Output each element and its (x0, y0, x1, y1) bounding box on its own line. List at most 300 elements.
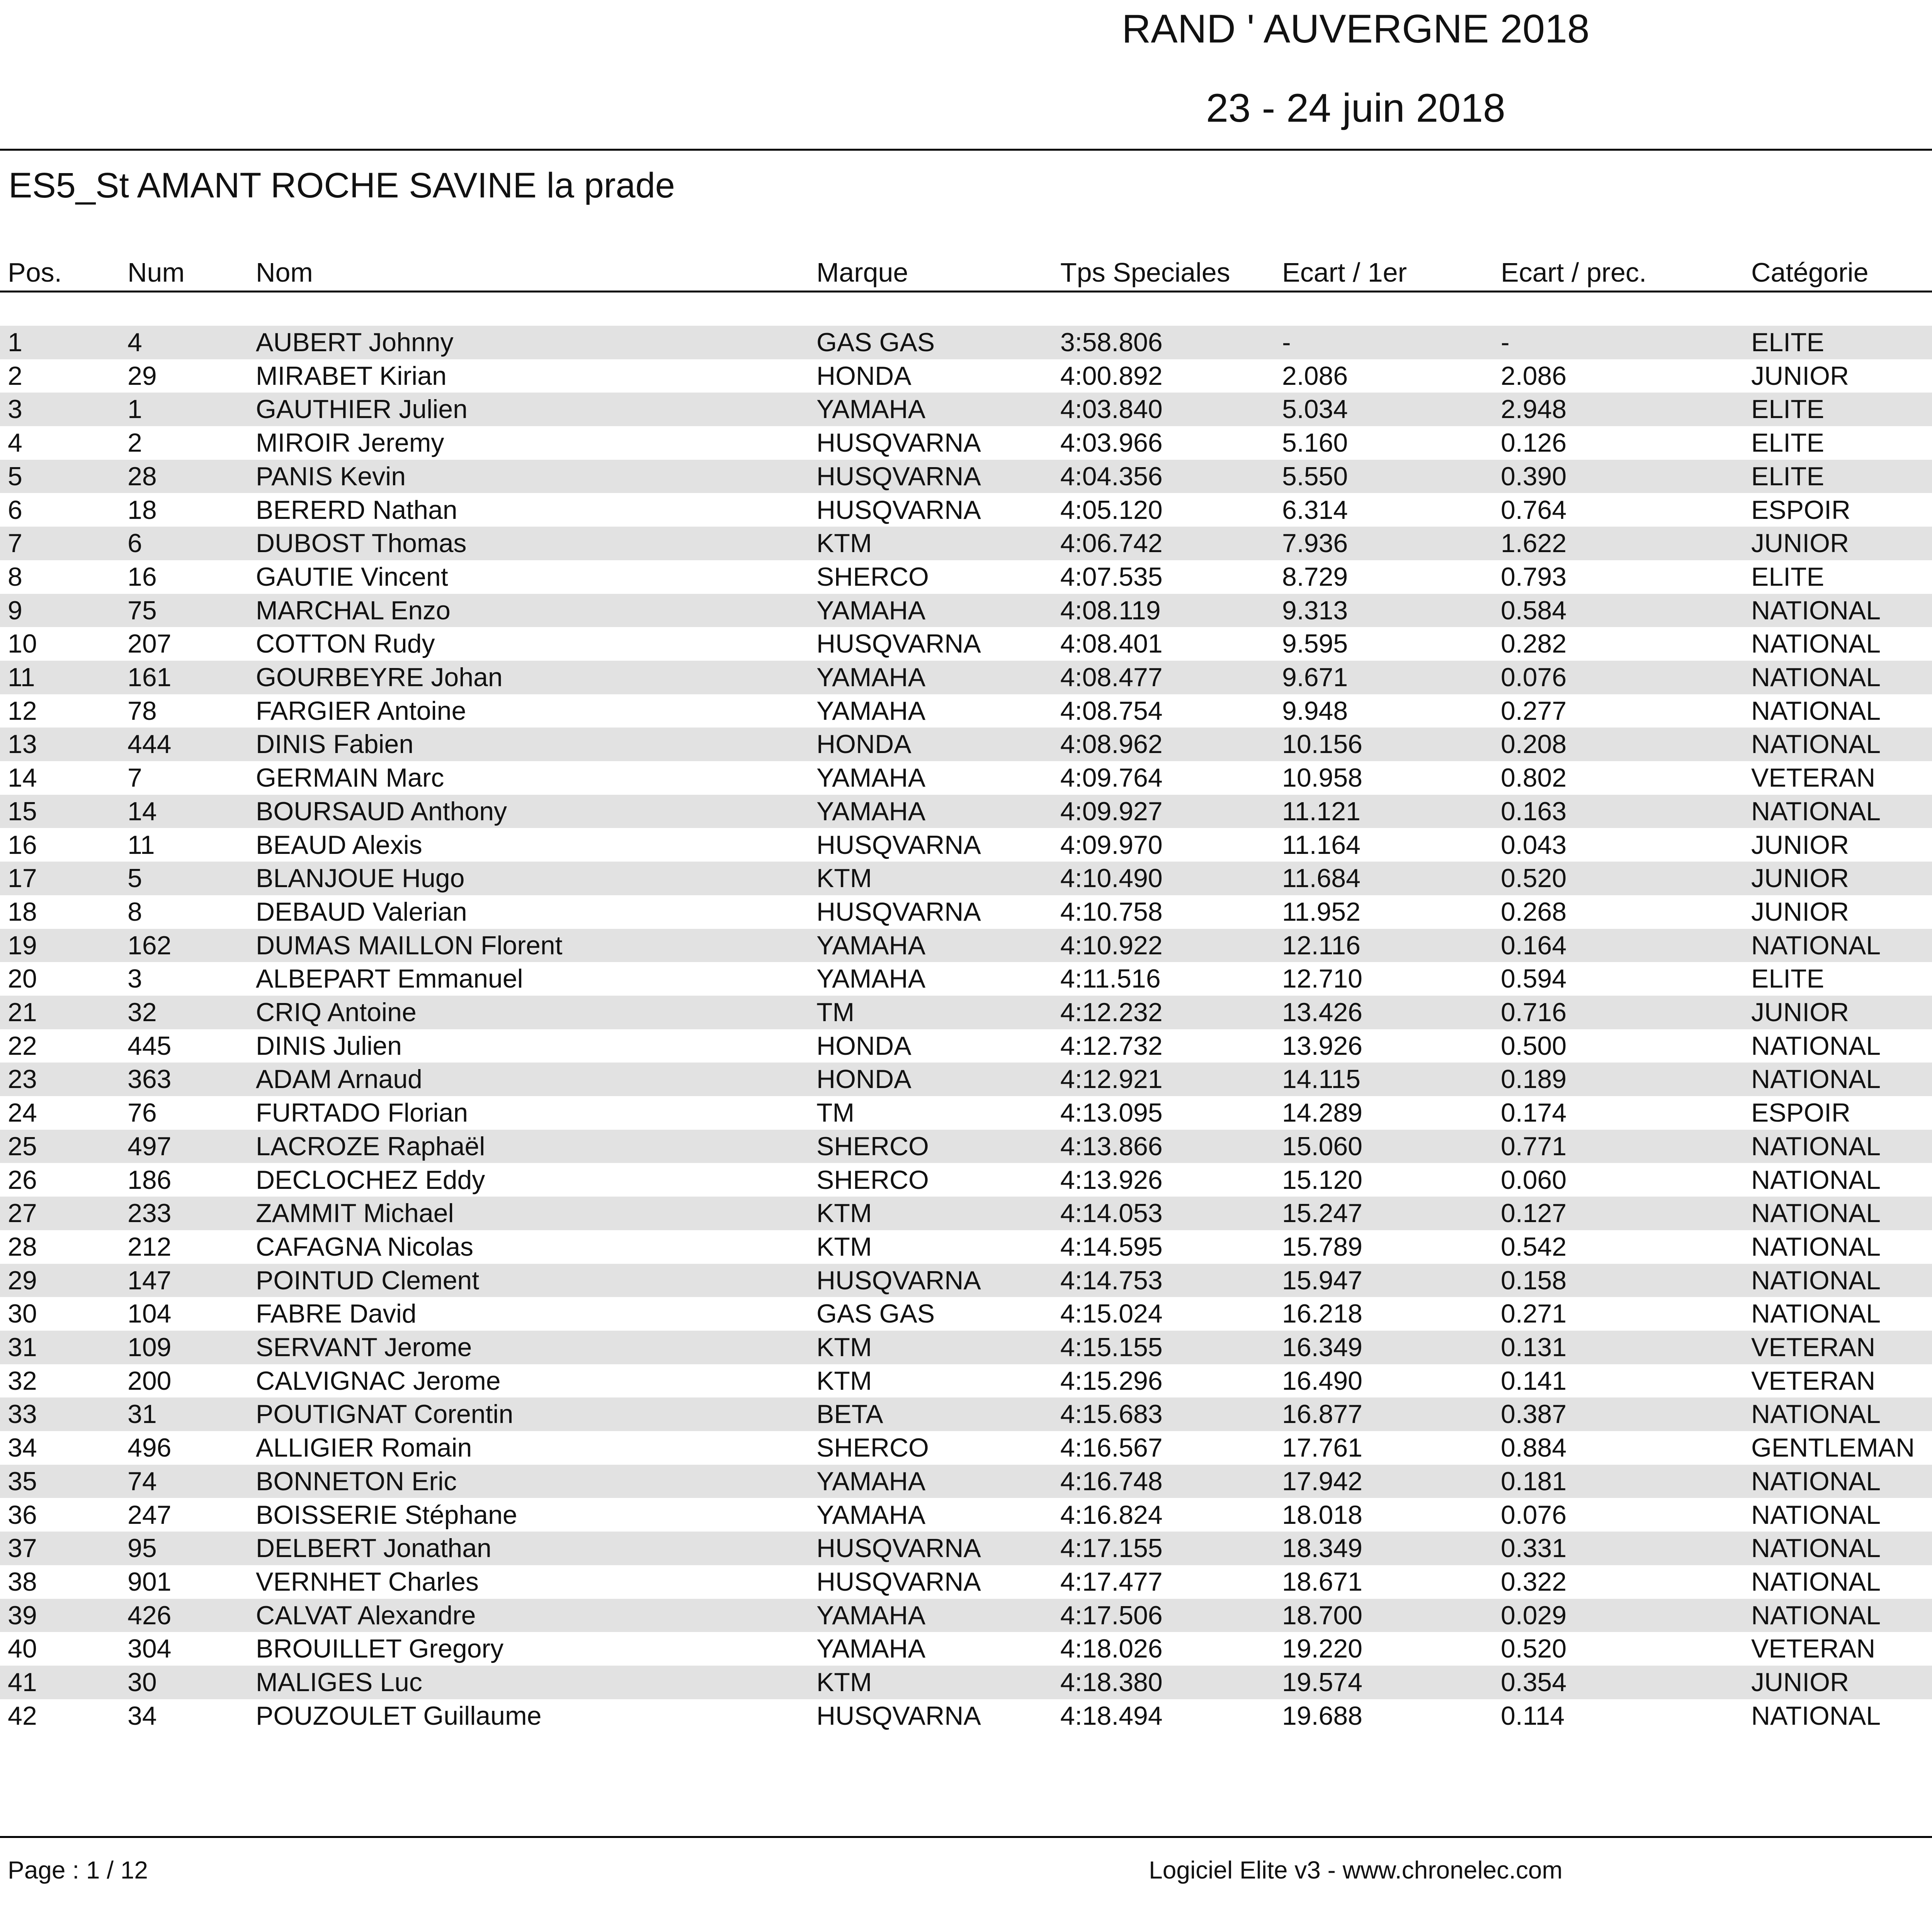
cell-num: 445 (128, 1031, 172, 1061)
col-header-num: Num (128, 257, 185, 287)
cell-name: DINIS Julien (256, 1031, 402, 1061)
cell-num: 104 (128, 1299, 172, 1329)
cell-num: 34 (128, 1701, 157, 1731)
cell-brand: HUSQVARNA (816, 1701, 981, 1731)
table-row (0, 728, 1932, 761)
cell-gap-prev: 1.622 (1501, 529, 1567, 558)
cell-pos: 27 (8, 1199, 37, 1228)
cell-gap-prev: 0.500 (1501, 1031, 1567, 1061)
cell-gap-first: 11.121 (1282, 796, 1361, 826)
table-row (0, 929, 1932, 962)
cell-name: DEBAUD Valerian (256, 897, 467, 927)
table-row (0, 1565, 1932, 1599)
col-header-category: Catégorie (1751, 257, 1869, 287)
table-row (0, 694, 1932, 728)
cell-brand: TM (816, 1098, 855, 1128)
cell-gap-prev: 0.520 (1501, 1634, 1567, 1664)
cell-category: NATIONAL (1751, 1031, 1881, 1061)
cell-gap-first: 5.550 (1282, 461, 1348, 491)
cell-gap-prev: 0.716 (1501, 998, 1567, 1027)
cell-gap-prev: 0.542 (1501, 1232, 1567, 1261)
cell-time: 4:12.732 (1060, 1031, 1163, 1061)
cell-num: 426 (128, 1600, 172, 1630)
cell-gap-first: 12.710 (1282, 964, 1362, 994)
cell-category: NATIONAL (1751, 1064, 1881, 1094)
cell-pos: 6 (8, 495, 22, 525)
cell-pos: 8 (8, 562, 22, 592)
cell-pos: 19 (8, 930, 37, 960)
cell-brand: YAMAHA (816, 1634, 926, 1664)
cell-pos: 13 (8, 729, 37, 759)
cell-num: 8 (128, 897, 142, 927)
table-row (0, 862, 1932, 895)
table-row (0, 1532, 1932, 1565)
cell-brand: SHERCO (816, 1131, 929, 1161)
cell-num: 5 (128, 864, 142, 893)
cell-pos: 11 (8, 663, 35, 692)
cell-name: PANIS Kevin (256, 461, 406, 491)
cell-name: BONNETON Eric (256, 1466, 457, 1496)
cell-gap-first: 15.247 (1282, 1199, 1362, 1228)
cell-time: 4:17.506 (1060, 1600, 1163, 1630)
table-row (0, 326, 1932, 359)
cell-gap-prev: 0.594 (1501, 964, 1567, 994)
cell-gap-prev: 0.793 (1501, 562, 1567, 592)
cell-brand: GAS GAS (816, 328, 935, 357)
cell-pos: 24 (8, 1098, 37, 1128)
cell-category: JUNIOR (1751, 529, 1849, 558)
cell-gap-prev: 0.268 (1501, 897, 1567, 927)
table-row (0, 1498, 1932, 1532)
cell-gap-prev: 0.520 (1501, 864, 1567, 893)
cell-gap-first: 15.947 (1282, 1265, 1362, 1295)
cell-num: 18 (128, 495, 157, 525)
cell-gap-prev: 0.043 (1501, 830, 1567, 860)
cell-gap-first: 14.289 (1282, 1098, 1362, 1128)
table-row (0, 1297, 1932, 1331)
cell-time: 4:04.356 (1060, 461, 1163, 491)
cell-gap-first: 19.688 (1282, 1701, 1362, 1731)
cell-pos: 14 (8, 763, 37, 793)
cell-time: 4:08.119 (1060, 595, 1161, 625)
cell-brand: TM (816, 998, 855, 1027)
cell-time: 4:18.026 (1060, 1634, 1163, 1664)
cell-category: NATIONAL (1751, 595, 1881, 625)
cell-category: NATIONAL (1751, 1299, 1881, 1329)
table-row (0, 493, 1932, 527)
cell-pos: 7 (8, 529, 22, 558)
cell-time: 4:03.966 (1060, 428, 1163, 458)
cell-name: MIRABET Kirian (256, 361, 447, 391)
cell-brand: HUSQVARNA (816, 1265, 981, 1295)
cell-gap-prev: 0.771 (1501, 1131, 1567, 1161)
table-row (0, 962, 1932, 996)
cell-category: JUNIOR (1751, 998, 1849, 1027)
cell-gap-prev: 0.163 (1501, 796, 1567, 826)
cell-gap-first: 11.952 (1282, 897, 1361, 927)
cell-time: 4:15.683 (1060, 1399, 1163, 1429)
cell-time: 4:15.155 (1060, 1333, 1163, 1362)
cell-gap-first: - (1282, 328, 1291, 357)
table-row (0, 460, 1932, 493)
cell-pos: 22 (8, 1031, 37, 1061)
cell-gap-prev: 0.060 (1501, 1165, 1567, 1195)
cell-gap-first: 10.958 (1282, 763, 1362, 793)
cell-time: 4:12.921 (1060, 1064, 1163, 1094)
cell-time: 4:13.926 (1060, 1165, 1163, 1195)
cell-time: 4:14.053 (1060, 1199, 1163, 1228)
cell-brand: HUSQVARNA (816, 897, 981, 927)
cell-gap-first: 6.314 (1282, 495, 1348, 525)
cell-gap-first: 16.349 (1282, 1333, 1362, 1362)
col-header-name: Nom (256, 257, 313, 287)
table-row (0, 828, 1932, 862)
table-row (0, 594, 1932, 627)
col-header-gap-first: Ecart / 1er (1282, 257, 1407, 287)
cell-category: ELITE (1751, 461, 1824, 491)
cell-pos: 31 (8, 1333, 37, 1362)
cell-num: 1 (128, 394, 142, 424)
cell-num: 212 (128, 1232, 172, 1261)
cell-gap-prev: 0.126 (1501, 428, 1567, 458)
cell-time: 3:58.806 (1060, 328, 1163, 357)
cell-gap-first: 16.490 (1282, 1366, 1362, 1396)
cell-category: ELITE (1751, 428, 1824, 458)
cell-pos: 41 (8, 1668, 37, 1697)
cell-category: ESPOIR (1751, 495, 1850, 525)
cell-name: DUMAS MAILLON Florent (256, 930, 563, 960)
cell-time: 4:17.155 (1060, 1533, 1163, 1563)
cell-brand: KTM (816, 1366, 872, 1396)
cell-gap-prev: 0.584 (1501, 595, 1567, 625)
cell-pos: 2 (8, 361, 22, 391)
cell-pos: 15 (8, 796, 37, 826)
cell-brand: SHERCO (816, 1433, 929, 1463)
cell-num: 28 (128, 461, 157, 491)
cell-name: FARGIER Antoine (256, 696, 466, 726)
cell-num: 32 (128, 998, 157, 1027)
cell-gap-prev: 0.076 (1501, 1500, 1567, 1530)
cell-brand: YAMAHA (816, 930, 926, 960)
cell-category: NATIONAL (1751, 696, 1881, 726)
cell-category: ELITE (1751, 394, 1824, 424)
cell-gap-prev: 0.127 (1501, 1199, 1567, 1228)
cell-category: ESPOIR (1751, 1098, 1850, 1128)
cell-brand: BETA (816, 1399, 883, 1429)
cell-category: NATIONAL (1751, 1533, 1881, 1563)
cell-category: ELITE (1751, 328, 1824, 357)
cell-time: 4:06.742 (1060, 529, 1163, 558)
cell-pos: 1 (8, 328, 22, 357)
cell-name: COTTON Rudy (256, 629, 435, 659)
cell-gap-prev: 0.277 (1501, 696, 1567, 726)
table-row (0, 1163, 1932, 1197)
cell-brand: HONDA (816, 1064, 912, 1094)
cell-num: 109 (128, 1333, 172, 1362)
cell-pos: 26 (8, 1165, 37, 1195)
cell-gap-first: 7.936 (1282, 529, 1348, 558)
cell-name: AUBERT Johnny (256, 328, 454, 357)
cell-category: VETERAN (1751, 1366, 1876, 1396)
cell-name: ADAM Arnaud (256, 1064, 422, 1094)
cell-num: 162 (128, 930, 172, 960)
cell-gap-first: 9.313 (1282, 595, 1348, 625)
cell-pos: 25 (8, 1131, 37, 1161)
cell-brand: GAS GAS (816, 1299, 935, 1329)
cell-pos: 5 (8, 461, 22, 491)
cell-num: 75 (128, 595, 157, 625)
cell-pos: 35 (8, 1466, 37, 1496)
cell-name: GOURBEYRE Johan (256, 663, 503, 692)
cell-time: 4:10.758 (1060, 897, 1163, 927)
cell-brand: KTM (816, 1199, 872, 1228)
cell-brand: SHERCO (816, 562, 929, 592)
cell-gap-prev: 0.181 (1501, 1466, 1567, 1496)
cell-gap-prev: 0.271 (1501, 1299, 1567, 1329)
cell-gap-first: 11.684 (1282, 864, 1361, 893)
cell-brand: HUSQVARNA (816, 461, 981, 491)
cell-name: MALIGES Luc (256, 1668, 422, 1697)
cell-gap-first: 16.218 (1282, 1299, 1362, 1329)
table-row (0, 527, 1932, 560)
cell-category: NATIONAL (1751, 1232, 1881, 1261)
col-header-gap-prev: Ecart / prec. (1501, 257, 1647, 287)
cell-category: NATIONAL (1751, 1567, 1881, 1596)
cell-category: NATIONAL (1751, 1199, 1881, 1228)
footer-rule (0, 1836, 1932, 1838)
cell-gap-prev: 0.141 (1501, 1366, 1567, 1396)
cell-pos: 37 (8, 1533, 37, 1563)
cell-brand: KTM (816, 1668, 872, 1697)
cell-gap-prev: 0.387 (1501, 1399, 1567, 1429)
cell-pos: 38 (8, 1567, 37, 1596)
cell-time: 4:08.477 (1060, 663, 1163, 692)
cell-pos: 12 (8, 696, 37, 726)
cell-brand: HONDA (816, 729, 912, 759)
cell-name: BROUILLET Gregory (256, 1634, 504, 1664)
cell-time: 4:13.095 (1060, 1098, 1163, 1128)
cell-num: 76 (128, 1098, 157, 1128)
header-rule (0, 149, 1932, 151)
cell-time: 4:07.535 (1060, 562, 1163, 592)
table-row (0, 996, 1932, 1029)
cell-gap-first: 9.671 (1282, 663, 1348, 692)
cell-category: JUNIOR (1751, 830, 1849, 860)
cell-gap-prev: 0.322 (1501, 1567, 1567, 1596)
cell-gap-prev: 0.114 (1501, 1701, 1565, 1731)
cell-name: CALVAT Alexandre (256, 1600, 476, 1630)
table-header (0, 253, 1932, 292)
cell-name: POUTIGNAT Corentin (256, 1399, 514, 1429)
table-row (0, 1230, 1932, 1264)
cell-time: 4:08.962 (1060, 729, 1163, 759)
table-row (0, 627, 1932, 661)
cell-num: 3 (128, 964, 142, 994)
col-header-brand: Marque (816, 257, 908, 287)
cell-name: BEAUD Alexis (256, 830, 422, 860)
cell-gap-prev: - (1501, 328, 1510, 357)
cell-pos: 29 (8, 1265, 37, 1295)
cell-gap-prev: 0.208 (1501, 729, 1567, 759)
table-row (0, 1397, 1932, 1431)
cell-num: 2 (128, 428, 142, 458)
table-row (0, 1096, 1932, 1130)
cell-name: DELBERT Jonathan (256, 1533, 492, 1563)
cell-gap-prev: 0.390 (1501, 461, 1567, 491)
cell-num: 147 (128, 1265, 172, 1295)
cell-name: DINIS Fabien (256, 729, 414, 759)
cell-num: 161 (128, 663, 172, 692)
cell-time: 4:18.494 (1060, 1701, 1163, 1731)
cell-time: 4:12.232 (1060, 998, 1163, 1027)
cell-category: NATIONAL (1751, 629, 1881, 659)
cell-num: 233 (128, 1199, 172, 1228)
cell-name: GERMAIN Marc (256, 763, 444, 793)
cell-gap-prev: 2.086 (1501, 361, 1567, 391)
cell-gap-prev: 0.158 (1501, 1265, 1567, 1295)
stage-name: ES5_St AMANT ROCHE SAVINE la prade (9, 166, 675, 205)
cell-num: 186 (128, 1165, 172, 1195)
cell-pos: 33 (8, 1399, 37, 1429)
cell-name: BOURSAUD Anthony (256, 796, 507, 826)
cell-category: GENTLEMAN (1751, 1433, 1915, 1463)
cell-brand: HUSQVARNA (816, 1533, 981, 1563)
cell-brand: YAMAHA (816, 1600, 926, 1630)
cell-brand: YAMAHA (816, 763, 926, 793)
cell-num: 444 (128, 729, 172, 759)
cell-name: GAUTIE Vincent (256, 562, 448, 592)
cell-time: 4:14.595 (1060, 1232, 1163, 1261)
cell-category: NATIONAL (1751, 1500, 1881, 1530)
cell-time: 4:09.970 (1060, 830, 1163, 860)
cell-pos: 9 (8, 595, 22, 625)
cell-brand: HUSQVARNA (816, 428, 981, 458)
table-row (0, 1364, 1932, 1398)
cell-category: VETERAN (1751, 763, 1876, 793)
cell-pos: 34 (8, 1433, 37, 1463)
cell-gap-first: 18.018 (1282, 1500, 1362, 1530)
cell-gap-prev: 0.802 (1501, 763, 1567, 793)
cell-gap-prev: 0.354 (1501, 1668, 1567, 1697)
table-row (0, 1599, 1932, 1632)
cell-pos: 39 (8, 1600, 37, 1630)
cell-pos: 40 (8, 1634, 37, 1664)
cell-num: 95 (128, 1533, 157, 1563)
table-row (0, 1465, 1932, 1498)
cell-pos: 32 (8, 1366, 37, 1396)
cell-name: POUZOULET Guillaume (256, 1701, 542, 1731)
cell-gap-first: 9.595 (1282, 629, 1348, 659)
cell-gap-first: 13.926 (1282, 1031, 1362, 1061)
cell-num: 6 (128, 529, 142, 558)
cell-gap-prev: 2.948 (1501, 394, 1567, 424)
event-dates: 23 - 24 juin 2018 (1206, 86, 1505, 131)
cell-name: FURTADO Florian (256, 1098, 468, 1128)
cell-time: 4:03.840 (1060, 394, 1163, 424)
cell-time: 4:18.380 (1060, 1668, 1163, 1697)
cell-gap-first: 11.164 (1282, 830, 1361, 860)
cell-num: 31 (128, 1399, 157, 1429)
cell-name: CRIQ Antoine (256, 998, 417, 1027)
cell-name: BLANJOUE Hugo (256, 864, 465, 893)
cell-gap-first: 17.761 (1282, 1433, 1362, 1463)
cell-name: CAFAGNA Nicolas (256, 1232, 474, 1261)
cell-num: 74 (128, 1466, 157, 1496)
cell-name: GAUTHIER Julien (256, 394, 468, 424)
table-row (0, 1197, 1932, 1230)
cell-gap-prev: 0.076 (1501, 663, 1567, 692)
table-row (0, 359, 1932, 393)
table-row (0, 1431, 1932, 1465)
cell-brand: KTM (816, 529, 872, 558)
cell-gap-prev: 0.029 (1501, 1600, 1567, 1630)
cell-time: 4:15.296 (1060, 1366, 1163, 1396)
cell-category: NATIONAL (1751, 1701, 1881, 1731)
table-row (0, 1699, 1932, 1733)
cell-time: 4:13.866 (1060, 1131, 1163, 1161)
cell-gap-prev: 0.282 (1501, 629, 1567, 659)
cell-category: JUNIOR (1751, 1668, 1849, 1697)
cell-brand: HUSQVARNA (816, 1567, 981, 1596)
cell-brand: HONDA (816, 1031, 912, 1061)
cell-name: ZAMMIT Michael (256, 1199, 454, 1228)
table-row (0, 1331, 1932, 1364)
cell-category: NATIONAL (1751, 796, 1881, 826)
cell-brand: KTM (816, 1333, 872, 1362)
cell-num: 200 (128, 1366, 172, 1396)
cell-pos: 17 (8, 864, 37, 893)
table-row (0, 795, 1932, 828)
cell-time: 4:11.516 (1060, 964, 1161, 994)
cell-brand: HONDA (816, 361, 912, 391)
cell-pos: 21 (8, 998, 37, 1027)
cell-gap-first: 15.120 (1282, 1165, 1362, 1195)
cell-name: LACROZE Raphaël (256, 1131, 485, 1161)
cell-num: 497 (128, 1131, 172, 1161)
cell-category: ELITE (1751, 964, 1824, 994)
cell-brand: SHERCO (816, 1165, 929, 1195)
cell-gap-first: 9.948 (1282, 696, 1348, 726)
cell-time: 4:15.024 (1060, 1299, 1163, 1329)
cell-time: 4:08.754 (1060, 696, 1163, 726)
cell-category: ELITE (1751, 562, 1824, 592)
cell-time: 4:16.748 (1060, 1466, 1163, 1496)
event-title: RAND ' AUVERGNE 2018 (1122, 7, 1590, 51)
cell-pos: 30 (8, 1299, 37, 1329)
cell-category: NATIONAL (1751, 1131, 1881, 1161)
cell-category: VETERAN (1751, 1634, 1876, 1664)
table-row (0, 426, 1932, 460)
cell-name: BERERD Nathan (256, 495, 457, 525)
cell-num: 4 (128, 328, 142, 357)
cell-num: 29 (128, 361, 157, 391)
table-header-rule (0, 291, 1932, 292)
cell-gap-first: 19.574 (1282, 1668, 1362, 1697)
cell-gap-first: 2.086 (1282, 361, 1348, 391)
cell-num: 901 (128, 1567, 172, 1596)
cell-name: POINTUD Clement (256, 1265, 480, 1295)
page-number: Page : 1 / 12 (8, 1856, 148, 1884)
cell-brand: YAMAHA (816, 595, 926, 625)
cell-time: 4:17.477 (1060, 1567, 1163, 1596)
cell-name: DECLOCHEZ Eddy (256, 1165, 485, 1195)
cell-pos: 3 (8, 394, 22, 424)
cell-time: 4:05.120 (1060, 495, 1163, 525)
table-row (0, 895, 1932, 929)
cell-time: 4:00.892 (1060, 361, 1163, 391)
cell-gap-first: 15.060 (1282, 1131, 1362, 1161)
cell-time: 4:14.753 (1060, 1265, 1163, 1295)
